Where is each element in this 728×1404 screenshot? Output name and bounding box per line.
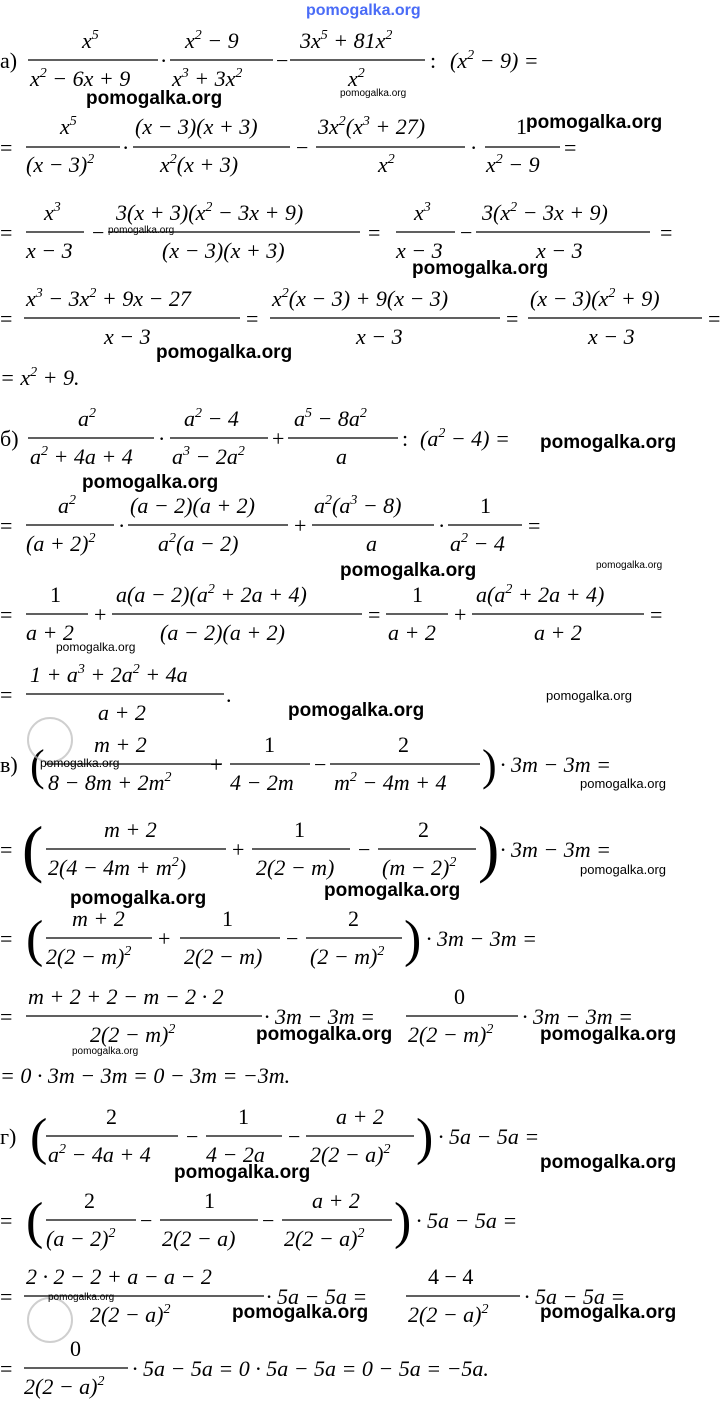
svg-text:+: + xyxy=(232,837,245,862)
svg-text:a: a xyxy=(336,444,347,469)
svg-text:.: . xyxy=(226,682,232,707)
svg-text:x3 + 3x2: $x^3 + 3x^2$ xyxy=(172,66,243,91)
label-v: в) xyxy=(0,752,18,777)
svg-text::: : xyxy=(430,48,437,73)
watermark: pomogalka.org xyxy=(340,560,477,581)
svg-text:(x − 3)(x2 + 9): $(x - 3)(x^2 + 9)$ xyxy=(530,286,660,311)
svg-text:x5: $x^5$ xyxy=(82,28,99,53)
svg-text:· 5a − 5a = 0 · 5a − 5a = 0 −: · 5a − 5a = 0 · 5a − 5a = 0 − 5a = −5a. xyxy=(132,1356,489,1381)
svg-text:x2 − 6x + 9: $x^2 - 6x + 9$ xyxy=(30,66,131,91)
label-g: г) xyxy=(0,1124,17,1149)
svg-text:a2 − 4: $a^2 - 4$ xyxy=(450,531,505,556)
watermark-small: pomogalka.org xyxy=(108,225,175,236)
svg-text:m + 2 + 2 − m − 2 · 2: m + 2 + 2 − m − 2 · 2 xyxy=(28,984,224,1009)
svg-text:=: = xyxy=(246,306,259,331)
svg-text:(a + 2)2: $(a + 2)^2$ xyxy=(26,531,96,556)
svg-text:2(2 − m): 2(2 − m) xyxy=(184,944,263,969)
svg-text:=: = xyxy=(0,1284,13,1309)
watermark-small: pomogalka.org xyxy=(56,640,136,654)
svg-text:· 3m − 3m =: · 3m − 3m = xyxy=(264,1004,375,1029)
svg-text:a3 − 2a2: $a^3 - 2a^2$ xyxy=(172,444,245,469)
svg-text:x3: $x^3$ xyxy=(44,200,61,225)
svg-text:3(x + 3)(x2 − 3x + 9): $3(x + 3)(x^2 - 3x + 9)$ xyxy=(116,200,304,225)
watermark: pomogalka.org xyxy=(86,88,223,109)
watermark: pomogalka.org xyxy=(412,258,549,279)
svg-text:=: = xyxy=(0,513,13,538)
svg-text:+: + xyxy=(272,426,285,451)
svg-text:1: 1 xyxy=(222,906,233,931)
svg-text:1: 1 xyxy=(516,114,527,139)
svg-text:2: 2 xyxy=(398,732,409,757)
svg-text:x2: $x^2$ xyxy=(378,152,395,177)
svg-text:=: = xyxy=(650,602,663,627)
svg-text:=: = xyxy=(0,1004,13,1029)
svg-text:−: − xyxy=(186,1124,199,1149)
svg-text:x2 − 9: $x^2 - 9$ xyxy=(185,28,239,53)
svg-text:x2: $x^2$ xyxy=(348,66,365,91)
watermark-top: pomogalka.org xyxy=(306,2,421,19)
svg-text:+: + xyxy=(210,752,223,777)
svg-text:=: = xyxy=(0,602,13,627)
svg-text:2(2 − a): 2(2 − a) xyxy=(162,1226,236,1251)
svg-text:−: − xyxy=(92,220,105,245)
svg-text:a + 2: a + 2 xyxy=(336,1104,384,1129)
svg-text:1: 1 xyxy=(238,1104,249,1129)
svg-text:(: ( xyxy=(30,1109,48,1166)
svg-text:2(2 − m)2: $2(2 - m)^2$ xyxy=(46,944,132,969)
svg-text:0: 0 xyxy=(70,1336,81,1361)
svg-text:2(2 − m)2: $2(2 - m)^2$ xyxy=(408,1022,494,1047)
watermark-small: pomogalka.org xyxy=(580,862,666,877)
svg-text:2 · 2 − 2 + a − a − 2: 2 · 2 − 2 + a − a − 2 xyxy=(26,1264,212,1289)
watermark: pomogalka.org xyxy=(156,342,293,363)
svg-text:2(2 − a)2: $2(2 - a)^2$ xyxy=(310,1142,391,1167)
watermark: pomogalka.org xyxy=(526,112,663,133)
svg-text:−: − xyxy=(276,48,289,73)
svg-text:=: = xyxy=(506,306,519,331)
svg-text:· 5a − 5a =: · 5a − 5a = xyxy=(266,1284,368,1309)
svg-text:1: 1 xyxy=(294,817,305,842)
svg-text:1 + a3 + 2a2 + 4a: $1 + a^3 + 2a^2 + 4a$ xyxy=(30,662,188,687)
svg-text:(x − 3)(x + 3): (x − 3)(x + 3) xyxy=(135,114,258,139)
svg-text:1: 1 xyxy=(50,582,61,607)
watermark: pomogalka.org xyxy=(70,888,207,909)
svg-text:(x − 3)2: $(x - 3)^2$ xyxy=(26,152,95,177)
svg-text:(: ( xyxy=(26,1193,44,1250)
svg-text:1: 1 xyxy=(204,1188,215,1213)
svg-text:m + 2: m + 2 xyxy=(72,906,125,931)
svg-text:a + 2: a + 2 xyxy=(388,620,436,645)
svg-text:2(4 − 4m + m2): $2(4 - 4m + m^2)$ xyxy=(48,855,187,880)
svg-text:· 5a − 5a =: · 5a − 5a = xyxy=(416,1208,518,1233)
svg-text:x − 3: x − 3 xyxy=(536,238,583,263)
svg-text:=: = xyxy=(368,220,381,245)
svg-text:3x2(x3 + 27): $3x^2(x^3 + 27)$ xyxy=(318,114,426,139)
svg-text:(m − 2)2: $(m - 2)^2$ xyxy=(382,855,457,880)
svg-text:· 5a − 5a =: · 5a − 5a = xyxy=(438,1124,540,1149)
watermark-small: pomogalka.org xyxy=(40,756,120,770)
svg-text:2(2 − a)2: $2(2 - a)^2$ xyxy=(24,1374,105,1399)
svg-text:m + 2: m + 2 xyxy=(94,732,147,757)
svg-text:a2 − 4: $a^2 - 4$ xyxy=(184,406,239,431)
svg-text:x5: $x^5$ xyxy=(60,114,77,139)
svg-text:8 − 8m + 2m2: $8 - 8m + 2m^2$ xyxy=(48,770,172,795)
svg-text:x3 − 3x2 + 9x − 27: $x^3 - 3x^2 + 9x - 27$ xyxy=(26,286,191,311)
watermark: pomogalka.org xyxy=(540,432,677,453)
svg-text:(: ( xyxy=(22,813,44,884)
svg-text:−: − xyxy=(288,1124,301,1149)
svg-text:x − 3: x − 3 xyxy=(356,324,403,349)
svg-text:= 0 · 3m − 3m = 0 − 3m = −3m.: = 0 · 3m − 3m = 0 − 3m = −3m. xyxy=(0,1063,291,1088)
svg-text:·: · xyxy=(470,135,478,160)
svg-text:−: − xyxy=(140,1208,153,1233)
svg-text:a2: $a^2$ xyxy=(78,406,96,431)
watermark: pomogalka.org xyxy=(288,700,425,721)
svg-text:=: = xyxy=(0,1356,13,1381)
watermark-small: pomogalka.org xyxy=(72,1046,139,1057)
svg-text:a + 2: a + 2 xyxy=(98,700,146,725)
svg-text:· 5a − 5a =: · 5a − 5a = xyxy=(524,1284,626,1309)
svg-text:=: = xyxy=(708,306,721,331)
svg-text:x2 − 9: $x^2 - 9$ xyxy=(486,152,540,177)
watermark: pomogalka.org xyxy=(324,880,461,901)
watermark-small: pomogalka.org xyxy=(596,560,663,571)
svg-text:=: = xyxy=(0,926,13,951)
svg-text:): ) xyxy=(416,1109,434,1166)
svg-text:· 3m − 3m =: · 3m − 3m = xyxy=(426,926,537,951)
svg-text:x2(x − 3) + 9(x − 3): $x^2(x - 3) + 9(x - 3)$ xyxy=(272,286,449,311)
svg-text:4 − 4: 4 − 4 xyxy=(428,1264,474,1289)
svg-text:·: · xyxy=(118,513,126,538)
svg-text:=: = xyxy=(0,1208,13,1233)
svg-text:·: · xyxy=(158,426,166,451)
svg-text:2: 2 xyxy=(84,1188,95,1213)
svg-text:(a − 2)(a + 2): (a − 2)(a + 2) xyxy=(130,493,255,518)
svg-text:·: · xyxy=(438,513,446,538)
svg-text:3x5 + 81x2: $3x^5 + 81x^2$ xyxy=(300,28,393,53)
svg-text:1: 1 xyxy=(480,493,491,518)
svg-text:a: a xyxy=(366,531,377,556)
svg-text:m + 2: m + 2 xyxy=(104,817,157,842)
svg-text:x − 3: x − 3 xyxy=(396,238,443,263)
svg-text:=: = xyxy=(0,306,13,331)
svg-text:−: − xyxy=(460,220,473,245)
svg-text:=: = xyxy=(528,513,541,538)
svg-text:a + 2: a + 2 xyxy=(26,620,74,645)
svg-text:(x − 3)(x + 3): (x − 3)(x + 3) xyxy=(162,238,285,263)
label-b: б) xyxy=(0,426,19,451)
watermark: pomogalka.org xyxy=(174,1162,311,1183)
svg-text:−: − xyxy=(296,135,309,160)
svg-text:x3: $x^3$ xyxy=(414,200,431,225)
svg-text:(a − 2)(a + 2): (a − 2)(a + 2) xyxy=(160,620,285,645)
problem-a xyxy=(0,28,720,390)
svg-text:(: ( xyxy=(26,911,44,968)
svg-text:+: + xyxy=(158,926,171,951)
svg-text:=: = xyxy=(0,135,13,160)
svg-text:2(2 − m): 2(2 − m) xyxy=(256,855,335,880)
watermark: pomogalka.org xyxy=(540,1024,677,1045)
svg-text:m2 − 4m + 4: $m^2 - 4m + 4$ xyxy=(334,770,447,795)
svg-text:=: = xyxy=(660,220,673,245)
svg-text:2: 2 xyxy=(348,906,359,931)
svg-text:=: = xyxy=(0,220,13,245)
svg-text:x − 3: x − 3 xyxy=(588,324,635,349)
watermark-small: pomogalka.org xyxy=(340,88,407,99)
svg-text:(a2 − 4) =: $(a^2 - 4)$ = xyxy=(420,426,510,451)
svg-text:=: = xyxy=(0,837,13,862)
svg-text:+: + xyxy=(294,513,307,538)
svg-text:2(2 − a)2: $2(2 - a)^2$ xyxy=(90,1302,171,1327)
svg-text:a + 2: a + 2 xyxy=(534,620,582,645)
watermark: pomogalka.org xyxy=(540,1152,677,1173)
svg-text:a2(a3 − 8): $a^2(a^3 - 8)$ xyxy=(314,493,402,518)
svg-text:a + 2: a + 2 xyxy=(312,1188,360,1213)
svg-text:1: 1 xyxy=(412,582,423,607)
svg-text:x2(x + 3): $x^2(x + 3)$ xyxy=(160,152,239,177)
svg-text:a2: $a^2$ xyxy=(58,493,76,518)
svg-text:a(a − 2)(a2 + 2a + 4): $a(a - 2)(a^2 + 2a + 4)$ xyxy=(116,582,307,607)
svg-text:· 3m − 3m =: · 3m − 3m = xyxy=(522,1004,633,1029)
watermark: pomogalka.org xyxy=(82,472,219,493)
watermark-small: pomogalka.org xyxy=(546,688,632,703)
svg-text:2: 2 xyxy=(106,1104,117,1129)
watermark: pomogalka.org xyxy=(540,1302,677,1323)
watermark: pomogalka.org xyxy=(232,1302,369,1323)
problem-g xyxy=(0,1104,625,1399)
svg-text:): ) xyxy=(478,813,500,884)
svg-text:(: ( xyxy=(30,741,45,790)
svg-text:=: = xyxy=(564,135,577,160)
svg-text:): ) xyxy=(404,911,422,968)
svg-text:−: − xyxy=(262,1208,275,1233)
svg-text:(a − 2)2: $(a - 2)^2$ xyxy=(46,1226,116,1251)
svg-text:−: − xyxy=(286,926,299,951)
svg-text:0: 0 xyxy=(454,984,465,1009)
svg-text:2(2 − a)2: $2(2 - a)^2$ xyxy=(284,1226,365,1251)
svg-text:2: 2 xyxy=(418,817,429,842)
svg-text:a2 − 4a + 4: $a^2 - 4a + 4$ xyxy=(48,1142,151,1167)
svg-text:): ) xyxy=(394,1193,412,1250)
svg-text:−: − xyxy=(358,837,371,862)
svg-text:a(a2 + 2a + 4): $a(a^2 + 2a + 4)$ xyxy=(476,582,605,607)
svg-text:3(x2 − 3x + 9): $3(x^2 - 3x + 9)$ xyxy=(482,200,608,225)
svg-text:+: + xyxy=(94,602,107,627)
svg-text:· 3m − 3m =: · 3m − 3m = xyxy=(500,837,611,862)
svg-text:a5 − 8a2: $a^5 - 8a^2$ xyxy=(294,406,367,431)
svg-text:2(2 − m)2: $2(2 - m)^2$ xyxy=(90,1022,176,1047)
svg-text:a2(a − 2): $a^2(a - 2)$ xyxy=(158,531,239,556)
svg-text:4 − 2a: 4 − 2a xyxy=(206,1142,265,1167)
svg-text:): ) xyxy=(482,741,497,790)
svg-text:=: = xyxy=(368,602,381,627)
svg-text:2(2 − a)2: $2(2 - a)^2$ xyxy=(408,1302,489,1327)
svg-text:−: − xyxy=(314,752,327,777)
watermark: pomogalka.org xyxy=(256,1024,393,1045)
svg-text::: : xyxy=(402,426,409,451)
watermark-small: pomogalka.org xyxy=(580,776,666,791)
label-a: а) xyxy=(0,48,18,73)
svg-text:·: · xyxy=(122,135,130,160)
svg-text:(x2 − 9) =: $(x^2 - 9)$ = xyxy=(450,48,539,73)
svg-text:+: + xyxy=(454,602,467,627)
watermark-small: pomogalka.org xyxy=(48,1292,115,1303)
svg-text:=: = xyxy=(0,682,13,707)
svg-text:4 − 2m: 4 − 2m xyxy=(230,770,294,795)
svg-text:= x2 + 9.: = $x^2 + 9$. xyxy=(0,365,80,390)
svg-text:·: · xyxy=(160,48,168,73)
svg-text:(2 − m)2: $(2 - m)^2$ xyxy=(310,944,385,969)
svg-text:x − 3: x − 3 xyxy=(104,324,151,349)
svg-text:x − 3: x − 3 xyxy=(26,238,73,263)
svg-text:a2 + 4a + 4: $a^2 + 4a + 4$ xyxy=(30,444,133,469)
svg-text:1: 1 xyxy=(264,732,275,757)
svg-text:· 3m − 3m =: · 3m − 3m = xyxy=(500,752,611,777)
